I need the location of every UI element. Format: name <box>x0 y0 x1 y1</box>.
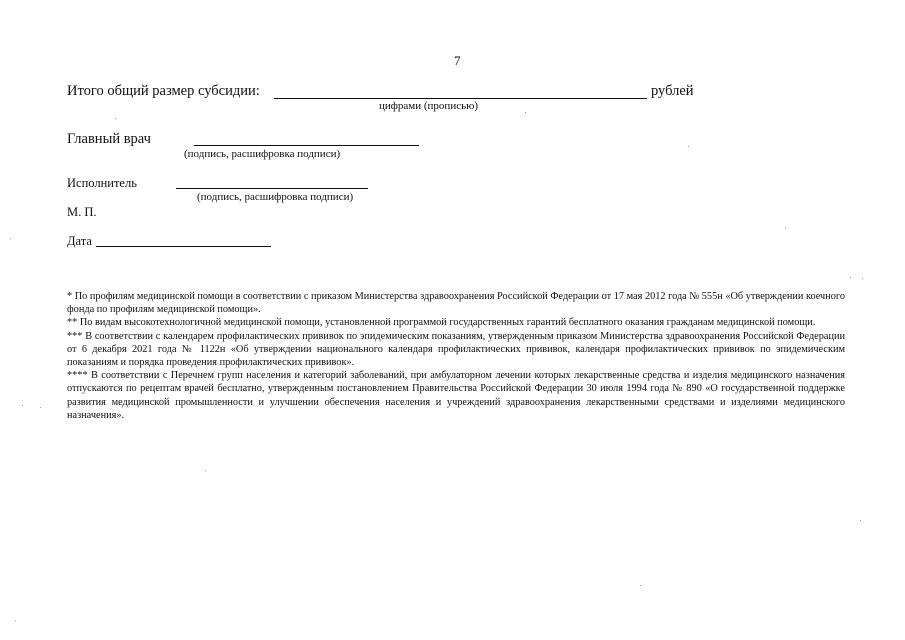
page-number: 7 <box>454 53 461 68</box>
scan-speck <box>10 238 11 239</box>
date-line <box>96 246 271 247</box>
scan-speck <box>850 277 851 278</box>
scan-speck <box>640 585 641 586</box>
footnote-4: **** В соответствии с Перечнем групп населения и категорий заболеваний, при амбулаторном лечении которых лекарственные средства и изделия медицинского назначения отпускаются по рецептам врачей бесплатно, утвержденным постановлением Правительства Российской Федерации 30 июля 1994 года № 890 «О государственной поддержке развития медицинской промышленности и улучшении обеспечения населения и учреждений здравоохранения лекарственными средствами и изделиями медицинского назначения». <box>67 370 845 421</box>
scan-speck <box>40 407 41 408</box>
scan-speck <box>862 278 863 279</box>
scan-speck <box>15 620 16 621</box>
scan-speck <box>860 520 861 521</box>
executor-signature-line <box>176 188 368 189</box>
footnote-2: ** По видам высокотехнологичной медицинской помощи, установленной программой государственных гарантий бесплатного оказания гражданам медицинской помощи. <box>67 317 816 329</box>
scan-speck <box>22 405 23 406</box>
scan-speck <box>115 118 116 119</box>
chief-doctor-signature-hint: (подпись, расшифровка подписи) <box>184 148 341 160</box>
subsidy-total-label: Итого общий размер субсидии: <box>67 83 260 99</box>
executor-signature-hint: (подпись, расшифровка подписи) <box>197 191 354 203</box>
footnote-3: *** В соответствии с календарем профилактических прививок по эпидемическим показаниям, утвержденным приказом Министерства здравоохранения Российской Федерации от 6 декабря 2021 года № 1122н «Об утверждении национального календаря профилактических прививок, календаря профилактических прививок по эпидемическим показаниям и порядка проведения профилактических прививок». <box>67 330 845 369</box>
chief-doctor-signature-line <box>194 145 419 146</box>
subsidy-unit: рублей <box>651 83 694 99</box>
scan-speck <box>525 112 526 113</box>
subsidy-amount-hint: цифрами (прописью) <box>379 100 478 112</box>
executor-label: Исполнитель <box>67 176 137 190</box>
footnotes <box>67 290 845 422</box>
scan-speck <box>785 228 786 229</box>
date-label: Дата <box>67 234 92 248</box>
scan-speck <box>205 470 206 471</box>
stamp-place-label: М. П. <box>67 205 97 219</box>
scan-speck <box>688 146 689 147</box>
subsidy-amount-line <box>274 98 647 99</box>
footnote-1: * По профилям медицинской помощи в соответствии с приказом Министерства здравоохранения Российской Федерации от 17 мая 2012 года № 555н «Об утверждении коечного фонда по профилям медицинской помощи». <box>67 291 845 316</box>
chief-doctor-label: Главный врач <box>67 131 151 147</box>
